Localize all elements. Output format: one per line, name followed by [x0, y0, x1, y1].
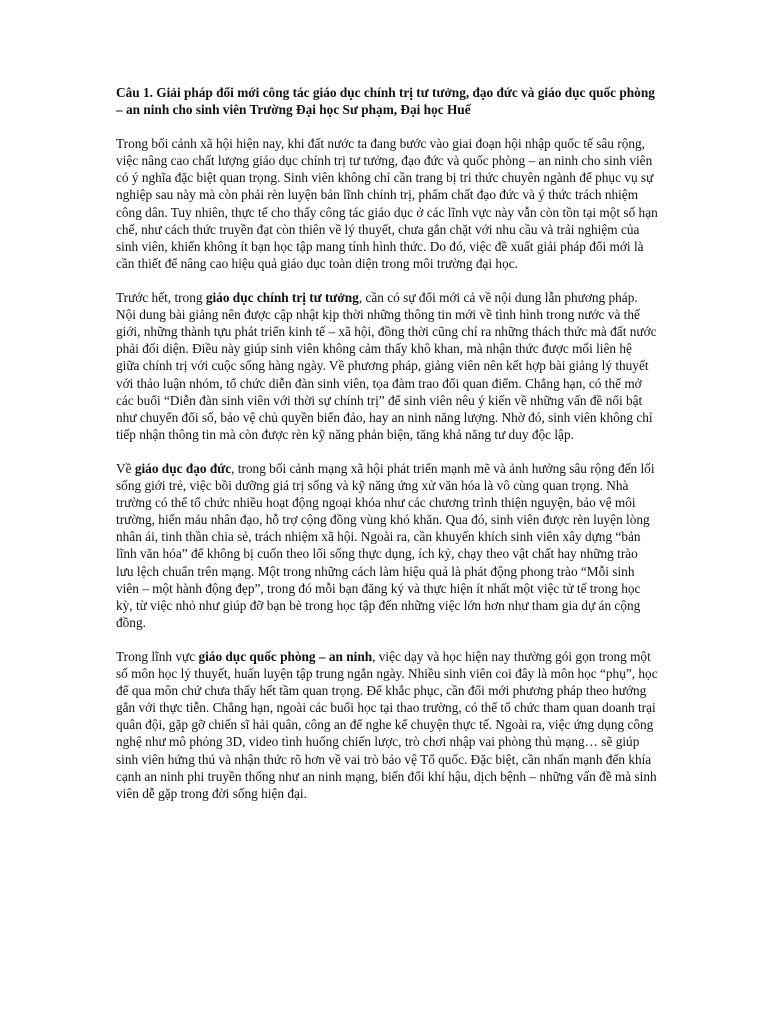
paragraph-text-after: , trong bối cảnh mạng xã hội phát triển mạnh mẽ và ảnh hưởng sâu rộng đến lối sống giới trẻ, việc bồi dưỡng giá trị sống và kỹ năng ứng xử văn hóa là vô cùng quan trọng. Nhà trường có thể tổ chức nhiều hoạt động ngoại khóa như các chương trình thiện nguyện, bảo vệ môi trường, hiến máu nhân đạo, hỗ trợ cộng đồng vùng khó khăn. Qua đó, sinh viên được rèn luyện lòng nhân ái, tinh thần chia sẻ, trách nhiệm xã hội. Ngoài ra, cần khuyến khích sinh viên xây dựng “bản lĩnh văn hóa” để không bị cuốn theo lối sống thực dụng, ích kỷ, chạy theo vật chất hay những trào lưu lệch chuẩn trên mạng. Một trong những cách làm hiệu quả là phát động phong trào “Mỗi sinh viên – một hành động đẹp”, trong đó mỗi bạn đăng ký và thực hiện ít nhất một việc tử tế trong học kỳ, từ việc nhỏ như giúp đỡ bạn bè trong học tập đến những việc lớn hơn như tham gia dự án cộng đồng.: [116, 460, 655, 630]
paragraph-ethics-education: [116, 460, 658, 631]
paragraph-bold-term: giáo dục chính trị tư tưởng: [205, 290, 359, 306]
document-title: Câu 1. Giải pháp đổi mới công tác giáo dục chính trị tư tưởng, đạo đức và giáo dục quốc phòng – an ninh cho sinh viên Trường Đại học Sư phạm, Đại học Huế: [116, 85, 655, 118]
paragraph-bold-term: giáo dục đạo đức: [134, 460, 232, 476]
paragraph-bold-term: giáo dục quốc phòng – an ninh: [198, 649, 373, 664]
paragraph-political-education: [116, 289, 658, 443]
paragraph-text-before: Trong lĩnh vực: [116, 649, 199, 664]
paragraph-text-before: Về: [116, 460, 135, 476]
paragraph-text-after: , việc dạy và học hiện nay thường gói gọn trong một số môn học lý thuyết, huấn luyện tập trung ngắn ngày. Nhiều sinh viên coi đây là môn học “phụ”, học để qua môn chứ chưa thấy hết tầm quan trọng. Để khắc phục, cần đổi mới phương pháp theo hướng gắn với thực tiễn. Chẳng hạn, ngoài các buổi học tại thao trường, có thể tổ chức tham quan doanh trại quân đội, gặp gỡ chiến sĩ hải quân, công an để nghe kể chuyện thực tế. Ngoài ra, việc ứng dụng công nghệ như mô phỏng 3D, video tình huống chiến lược, trò chơi nhập vai phòng thủ mạng… sẽ giúp sinh viên hứng thú và nhận thức rõ hơn về vai trò bảo vệ Tổ quốc. Đặc biệt, cần nhấn mạnh đến khía cạnh an ninh phi truyền thống như an ninh mạng, biến đổi khí hậu, dịch bệnh – những vấn đề mà sinh viên dễ gặp trong đời sống hiện đại.: [116, 649, 658, 801]
paragraph-defense-education: [116, 648, 658, 802]
document-body: [116, 84, 658, 819]
paragraph-text: Trong bối cảnh xã hội hiện nay, khi đất nước ta đang bước vào giai đoạn hội nhập quốc tế sâu rộng, việc nâng cao chất lượng giáo dục chính trị tư tưởng, đạo đức và quốc phòng – an ninh cho sinh viên có ý nghĩa đặc biệt quan trọng. Sinh viên không chỉ cần trang bị tri thức chuyên ngành để phục vụ sự nghiệp sau này mà còn phải rèn luyện bản lĩnh chính trị, phẩm chất đạo đức và ý thức trách nhiệm công dân. Tuy nhiên, thực tế cho thấy công tác giáo dục ở các lĩnh vực này vẫn còn tồn tại một số hạn chế, như cách thức truyền đạt còn thiên về lý thuyết, chưa gắn chặt với nhu cầu và trải nghiệm của sinh viên, khiến không ít bạn học tập mang tính hình thức. Do đó, việc đề xuất giải pháp đổi mới là cần thiết để nâng cao hiệu quả giáo dục toàn diện trong môi trường đại học.: [116, 136, 658, 271]
paragraph-text-after: , cần có sự đổi mới cả về nội dung lẫn phương pháp. Nội dung bài giảng nên được cập nhật kịp thời những thông tin mới về tình hình trong nước và thế giới, những thành tựu phát triển kinh tế – xã hội, đồng thời cũng chỉ ra những thách thức mà đất nước phải đối diện. Điều này giúp sinh viên không cảm thấy khô khan, mà nhận thức được mối liên hệ giữa chính trị với cuộc sống hàng ngày. Về phương pháp, giảng viên nên kết hợp bài giảng lý thuyết với thảo luận nhóm, tổ chức diễn đàn sinh viên, tọa đàm trao đổi quan điểm. Chẳng hạn, có thể mở các buổi “Diễn đàn sinh viên với thời sự chính trị” để sinh viên nêu ý kiến về những vấn đề nổi bật như chuyển đổi số, bảo vệ chủ quyền biển đảo, hay an ninh năng lượng. Nhờ đó, sinh viên không chỉ tiếp nhận thông tin mà còn được rèn kỹ năng phản biện, tăng khả năng tư duy độc lập.: [116, 290, 657, 442]
paragraph-text-before: Trước hết, trong: [116, 290, 206, 306]
paragraph-intro: [116, 135, 658, 272]
